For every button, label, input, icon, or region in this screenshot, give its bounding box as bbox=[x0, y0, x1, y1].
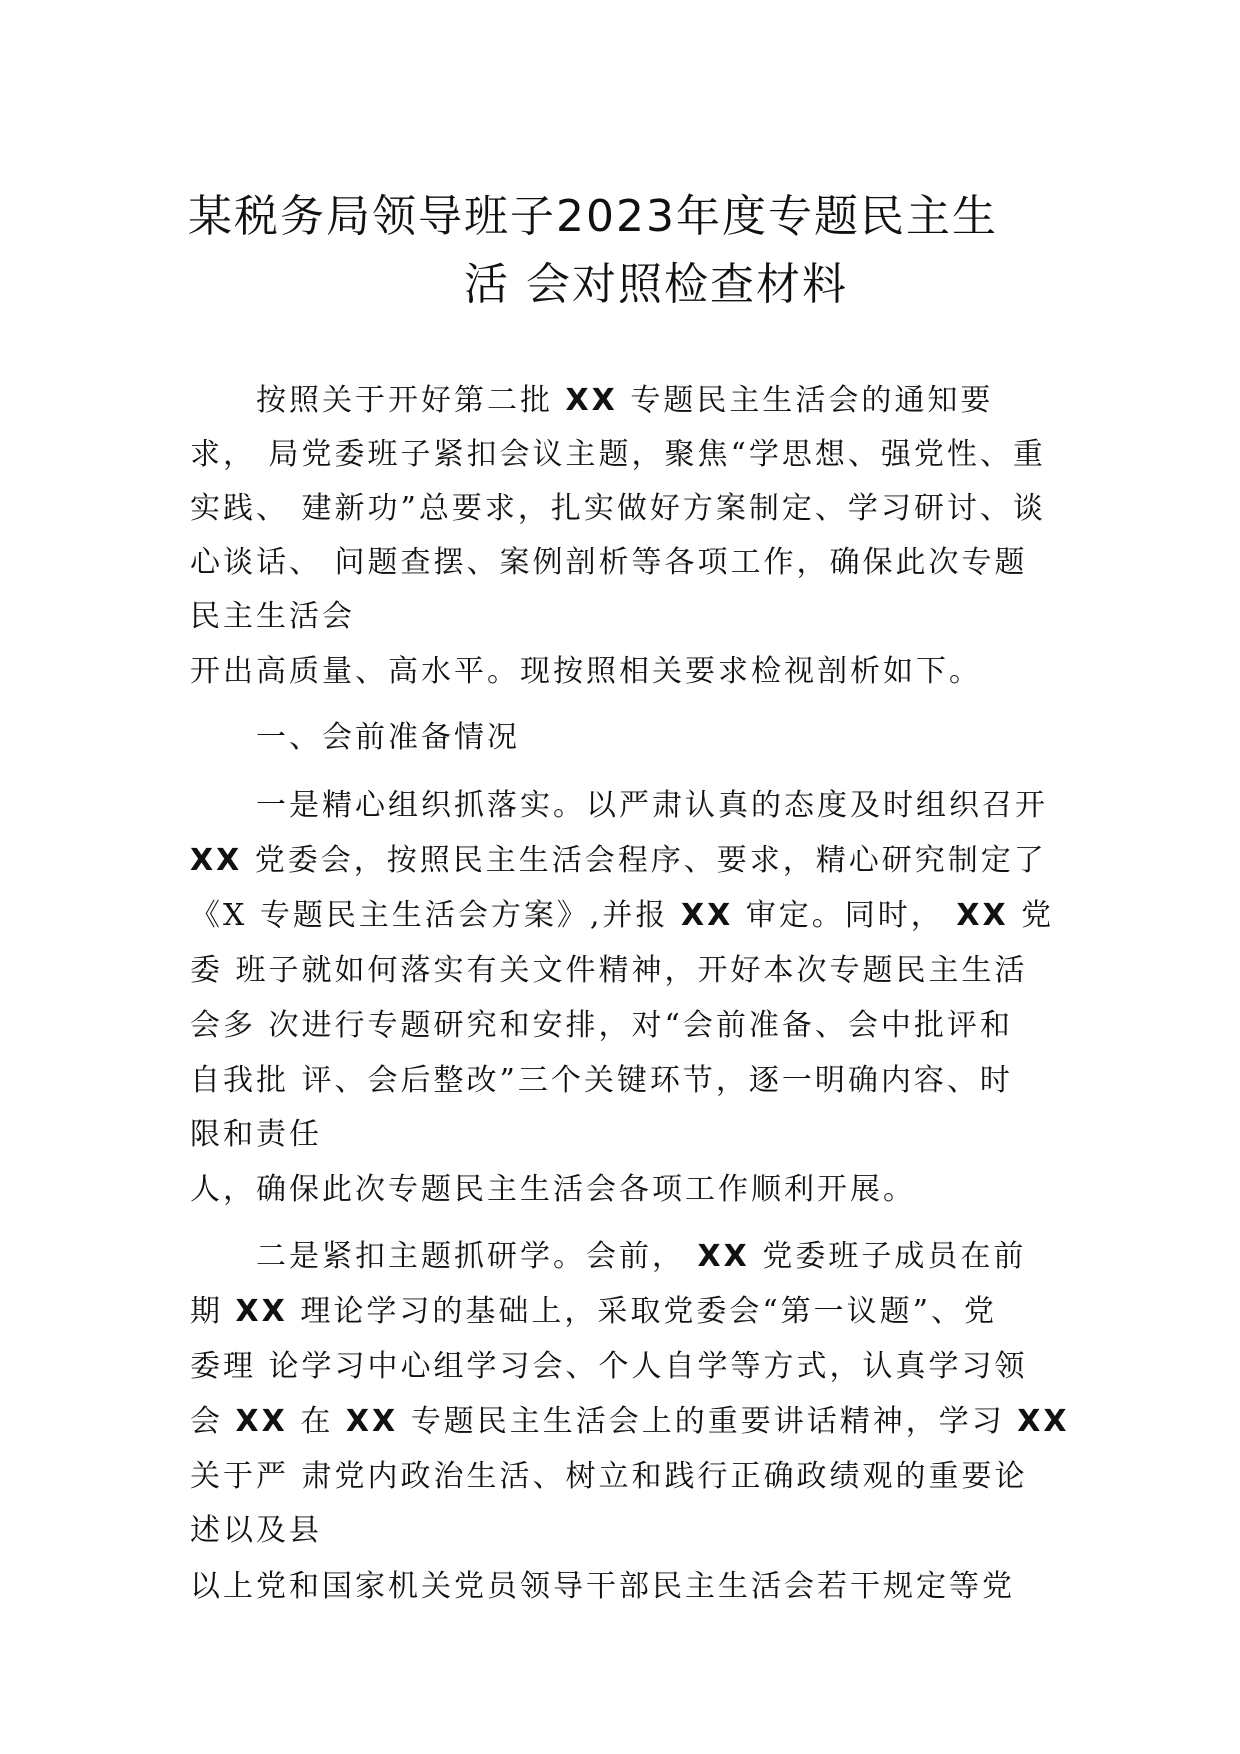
body-line: 会多 次进行专题研究和安排，对“会前准备、会中批评和 bbox=[190, 1008, 1013, 1043]
body-line: 自我批 评、会后整改”三个关键环节，逐一明确内容、时 bbox=[190, 1063, 1013, 1098]
body-line: 关于严 肃党内政治生活、树立和践行正确政绩观的重要论 bbox=[190, 1459, 1028, 1494]
body-line: 按照关于开好第二批 XX 专题民主生活会的通知要 bbox=[256, 383, 994, 418]
body-line: 实践、 建新功”总要求，扎实做好方案制定、学习研讨、谈 bbox=[190, 491, 1046, 526]
document-title-line-1: 某税务局领导班子2023年度专题民主生 bbox=[188, 191, 998, 242]
body-line: 心谈话、 问题查摆、案例剖析等各项工作，确保此次专题 bbox=[190, 545, 1028, 580]
body-line: 委 班子就如何落实有关文件精神，开好本次专题民主生活 bbox=[190, 953, 1028, 988]
section-heading: 一、会前准备情况 bbox=[256, 720, 520, 755]
body-line: 一是精心组织抓落实。以严肃认真的态度及时组织召开 bbox=[256, 788, 1048, 823]
body-line: 委理 论学习中心组学习会、个人自学等方式，认真学习领 bbox=[190, 1349, 1028, 1384]
body-line: 人，确保此次专题民主生活会各项工作顺利开展。 bbox=[190, 1172, 916, 1207]
body-line: 《X 专题民主生活会方案》,并报 XX 审定。同时， XX 党 bbox=[190, 898, 1055, 933]
body-line: 限和责任 bbox=[190, 1117, 322, 1152]
body-line: 会 XX 在 XX 专题民主生活会上的重要讲话精神，学习 XX bbox=[190, 1404, 1070, 1439]
body-line: XX 党委会，按照民主生活会程序、要求，精心研究制定了 bbox=[190, 843, 1047, 878]
body-line: 民主生活会 bbox=[190, 599, 355, 634]
body-line: 期 XX 理论学习的基础上，采取党委会“第一议题”、党 bbox=[190, 1294, 998, 1329]
document-title-line-2: 活 会对照检查材料 bbox=[464, 259, 848, 310]
body-line: 以上党和国家机关党员领导干部民主生活会若干规定等党 bbox=[190, 1569, 1015, 1604]
body-line: 开出高质量、高水平。现按照相关要求检视剖析如下。 bbox=[190, 654, 982, 689]
body-line: 二是紧扣主题抓研学。会前， XX 党委班子成员在前 bbox=[256, 1239, 1027, 1274]
body-line: 求， 局党委班子紧扣会议主题，聚焦“学思想、强党性、重 bbox=[190, 437, 1046, 472]
body-line: 述以及县 bbox=[190, 1513, 322, 1548]
